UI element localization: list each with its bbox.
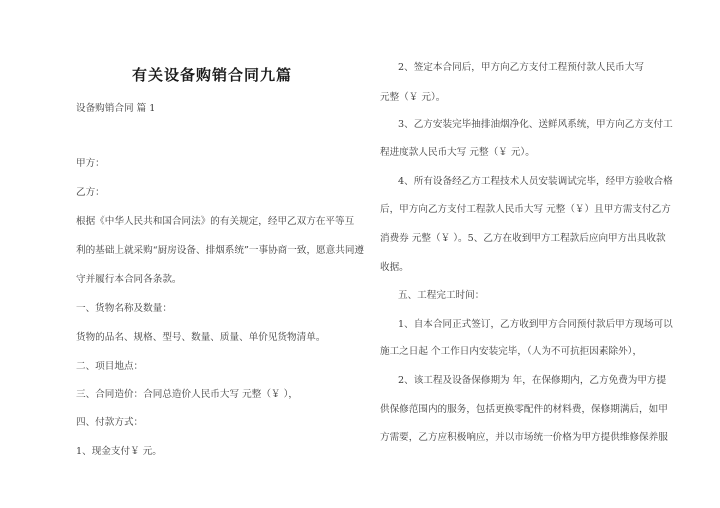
paragraph-line: 根据《中华人民共和国合同法》的有关规定，经甲乙双方在平等互 [76,216,355,227]
section-heading: 二、项目地点： [76,361,144,372]
paragraph-line: 后，甲方向乙方支付工程款人民币大写 元整（￥）且甲方需支付乙方 [380,204,671,215]
party-a-label: 甲方： [76,158,105,169]
paragraph-line: 程进度款人民币大写 元整（￥ 元）。 [380,147,535,158]
document-subtitle: 设备购销合同 篇 1 [76,103,156,114]
paragraph-line: 1、现金支付￥ 元。 [76,446,162,457]
paragraph-line: 施工之日起 个工作日内安装完毕，（人为不可抗拒因素除外）， [380,346,643,357]
paragraph-line: 2、该工程及设备保修期为 年，在保修期内，乙方免费为甲方提 [398,375,667,386]
section-heading: 三、合同造价：合同总造价人民币大写 元整（￥ ）， [76,389,298,400]
document-title: 有关设备购销合同九篇 [132,66,293,84]
paragraph-line: 利的基础上就采购“厨房设备、排烟系统”一事协商一致，愿意共同遵 [76,245,365,256]
paragraph-line: 货物的品名、规格、型号、数量、质量、单价见货物清单。 [76,332,326,343]
paragraph-line: 1、自本合同正式签订，乙方收到甲方合同预付款后甲方现场可以 [398,319,673,330]
paragraph-line: 4、所有设备经乙方工程技术人员安装调试完毕，经甲方验收合格 [398,176,673,187]
paragraph-line: 方需要，乙方应积极响应，并以市场统一价格为甲方提供维修保养服 [380,432,668,443]
paragraph-line: 元整（￥ 元）。 [380,92,446,103]
party-b-label: 乙方： [76,187,105,198]
paragraph-line: 消费券 元整（￥ ）。5、乙方在收到甲方工程款后应向甲方出具收款 [380,233,666,244]
section-heading: 一、货物名称及数量： [76,303,172,314]
section-heading: 四、付款方式： [76,417,144,428]
paragraph-line: 3、乙方安装完毕抽排油烟净化、送鲜风系统，甲方向乙方支付工 [398,119,673,130]
paragraph-line: 收据。 [380,262,409,273]
section-heading: 五、工程完工时间： [398,290,485,301]
paragraph-line: 供保修范围内的服务，包括更换零配件的材料费，保修期满后，如甲 [380,404,668,415]
paragraph-line: 守并履行本合同各条款。 [76,274,182,285]
paragraph-line: 2、签定本合同后，甲方向乙方支付工程预付款人民币大写 [398,62,644,73]
